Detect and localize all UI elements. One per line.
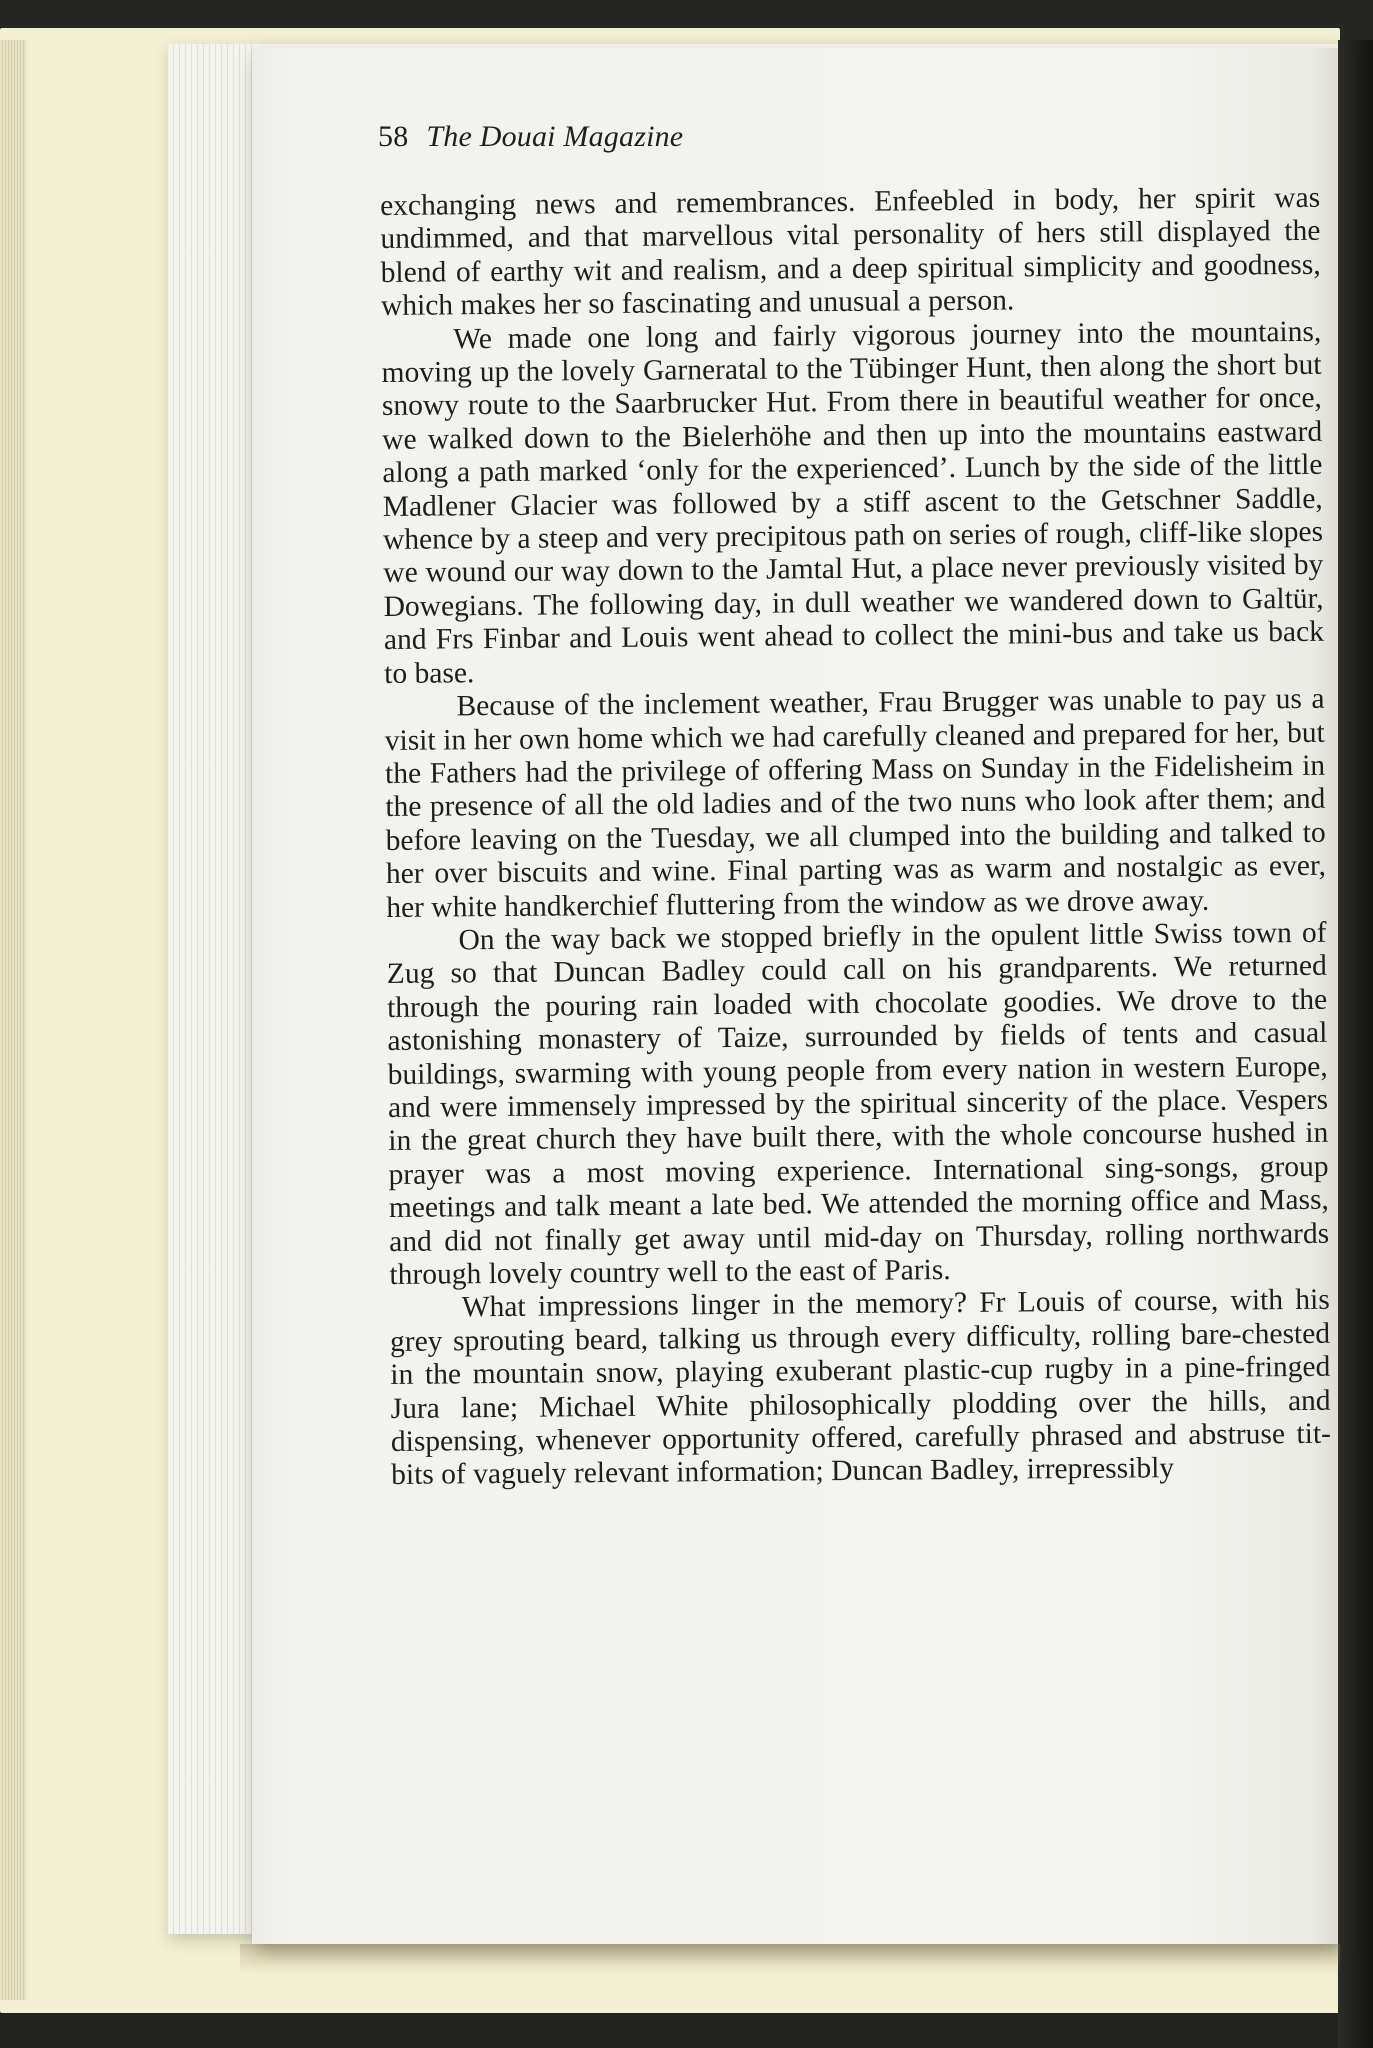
body-text	[380, 182, 1331, 1493]
paragraph: Because of the inclement weather, Frau Brugger was unable to pay us a visit in her own home which we had carefully cleaned and prepared for her, but the Fathers had the privilege of offering Mass on Sunday in the Fidelisheim in the presence of all the old ladies and of the two nuns who look after them; and before leaving on the Tuesday, we all clumped into the building and talked to her over biscuits and wine. Final parting was as warm and nostalgic as ever, her white handkerchief fluttering from the window as we drove away.	[384, 682, 1327, 924]
running-title: The Douai Magazine	[426, 120, 684, 153]
paragraph: What impressions linger in the memory? Fr Louis of course, with his grey sprouting beard, talking us through every difficulty, rolling bare-chested in the mountain snow, playing exuberant plastic-cup rugby in a pine-fringed Jura lane; Michael White philosophically plodding over the hills, and dispensing, whenever opportunity offered, carefully phrased and abstruse tit-bits of vaguely relevant information; Duncan Badley, irrepressibly	[389, 1284, 1332, 1492]
cover-edge	[0, 40, 26, 2000]
page-bottom-shadow	[240, 1944, 1340, 1974]
book-spine-shadow	[1338, 40, 1373, 2048]
page-number: 58	[378, 120, 409, 153]
paragraph: On the way back we stopped briefly in the opulent little Swiss town of Zug so that Duncan Badley could call on his grandparents. We returned through the pouring rain loaded with chocolate goodies. We drove to the astonishing monastery of Taize, surrounded by fields of tents and casual buildings, swarming with young people from every nation in western Europe, and were immensely impressed by the spiritual sincerity of the place. Vespers in the great church they have built there, with the whole concourse hushed in prayer was a most moving experience. International sing-songs, group meetings and talk meant a late bed. We attended the morning office and Mass, and did not finally get away until mid-day on Thursday, rolling northwards through lovely country well to the east of Paris.	[386, 916, 1330, 1291]
page-stack-edges	[168, 44, 254, 1934]
paragraph: We made one long and fairly vigorous journey into the mountains, moving up the lovely Garneratal to the Tübinger Hunt, then along the short but snowy route to the Saarbrucker Hut. From there in beautiful weather for once, we walked down to the Bielerhöhe and then up into the mountains eastward along a path marked ‘only for the experienced’. Lunch by the side of the little Madlener Glacier was followed by a stiff ascent to the Getschner Saddle, whence by a steep and very precipitous path on series of rough, cliff-like slopes we wound our way down to the Jamtal Hut, a place never previously visited by Dowegians. The following day, in dull weather we wandered down to Galtür, and Frs Finbar and Louis went ahead to collect the mini-bus and take us back to base.	[381, 315, 1325, 690]
paragraph: exchanging news and remembrances. Enfeebled in body, her spirit was undimmed, and that marvellous vital personality of hers still displayed the blend of earthy wit and realism, and a deep spiritual simplicity and goodness, which makes her so fascinating and unusual a person.	[380, 181, 1321, 323]
running-header	[378, 120, 683, 154]
